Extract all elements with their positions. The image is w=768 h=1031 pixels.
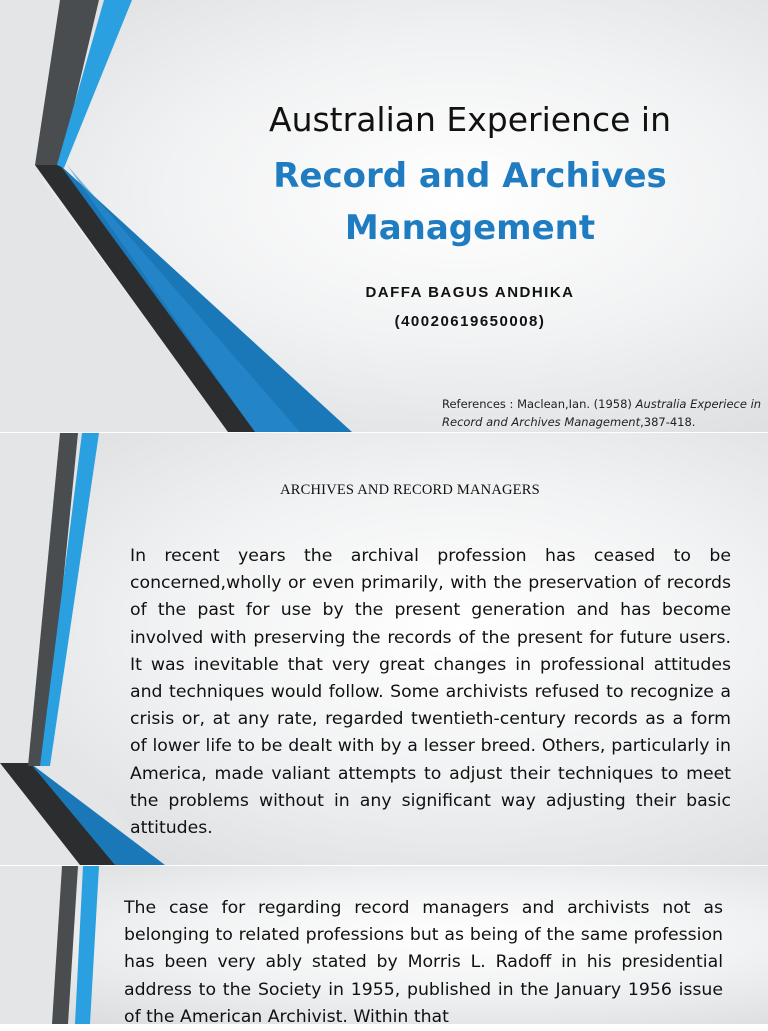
author-block xyxy=(200,278,740,336)
presentation-subtitle xyxy=(200,150,740,254)
reference-note xyxy=(442,395,768,431)
author-id: (40020619650008) xyxy=(394,313,546,330)
reference-title-2: Record and Archives Management xyxy=(442,415,641,429)
section-body-text: In recent years the archival profession has ceased to be concerned,wholly or even primarily, with the preservation of records of the past for use by the present generation and has become involved with preserving the records of the present for future users. It was inevitable that very great changes in professional attitudes and techniques would follow. Some archivists refused to recognize a crisis or, at any rate, regarded twentieth-century records as a form of lower life to be dealt with by a lesser breed. Others, particularly in America, made valiant attempts to adjust their techniques to meet the problems without in any significant way adjusting their basic attitudes. xyxy=(130,546,731,839)
presentation-title: Australian Experience in xyxy=(269,100,671,139)
reference-title-1: Australia Experiece in xyxy=(635,397,762,411)
title-slide xyxy=(0,0,768,432)
reference-suffix: ,387-418. xyxy=(640,415,696,429)
author-name: DAFFA BAGUS ANDHIKA xyxy=(365,284,575,301)
section-heading: ARCHIVES AND RECORD MANAGERS xyxy=(280,482,540,498)
continued-body-text: The case for regarding record managers and archivists not as belonging to related professions but as being of the same profession has been very ably stated by Morris L. Radoff in his presidential address to the Society in 1955, published in the January 1956 issue of the American Archivist. Within that xyxy=(124,898,723,1027)
reference-prefix: References : Maclean,Ian. (1958) xyxy=(442,397,636,411)
subtitle-line-2: Management xyxy=(344,208,596,248)
subtitle-line-1: Record and Archives xyxy=(273,156,667,196)
